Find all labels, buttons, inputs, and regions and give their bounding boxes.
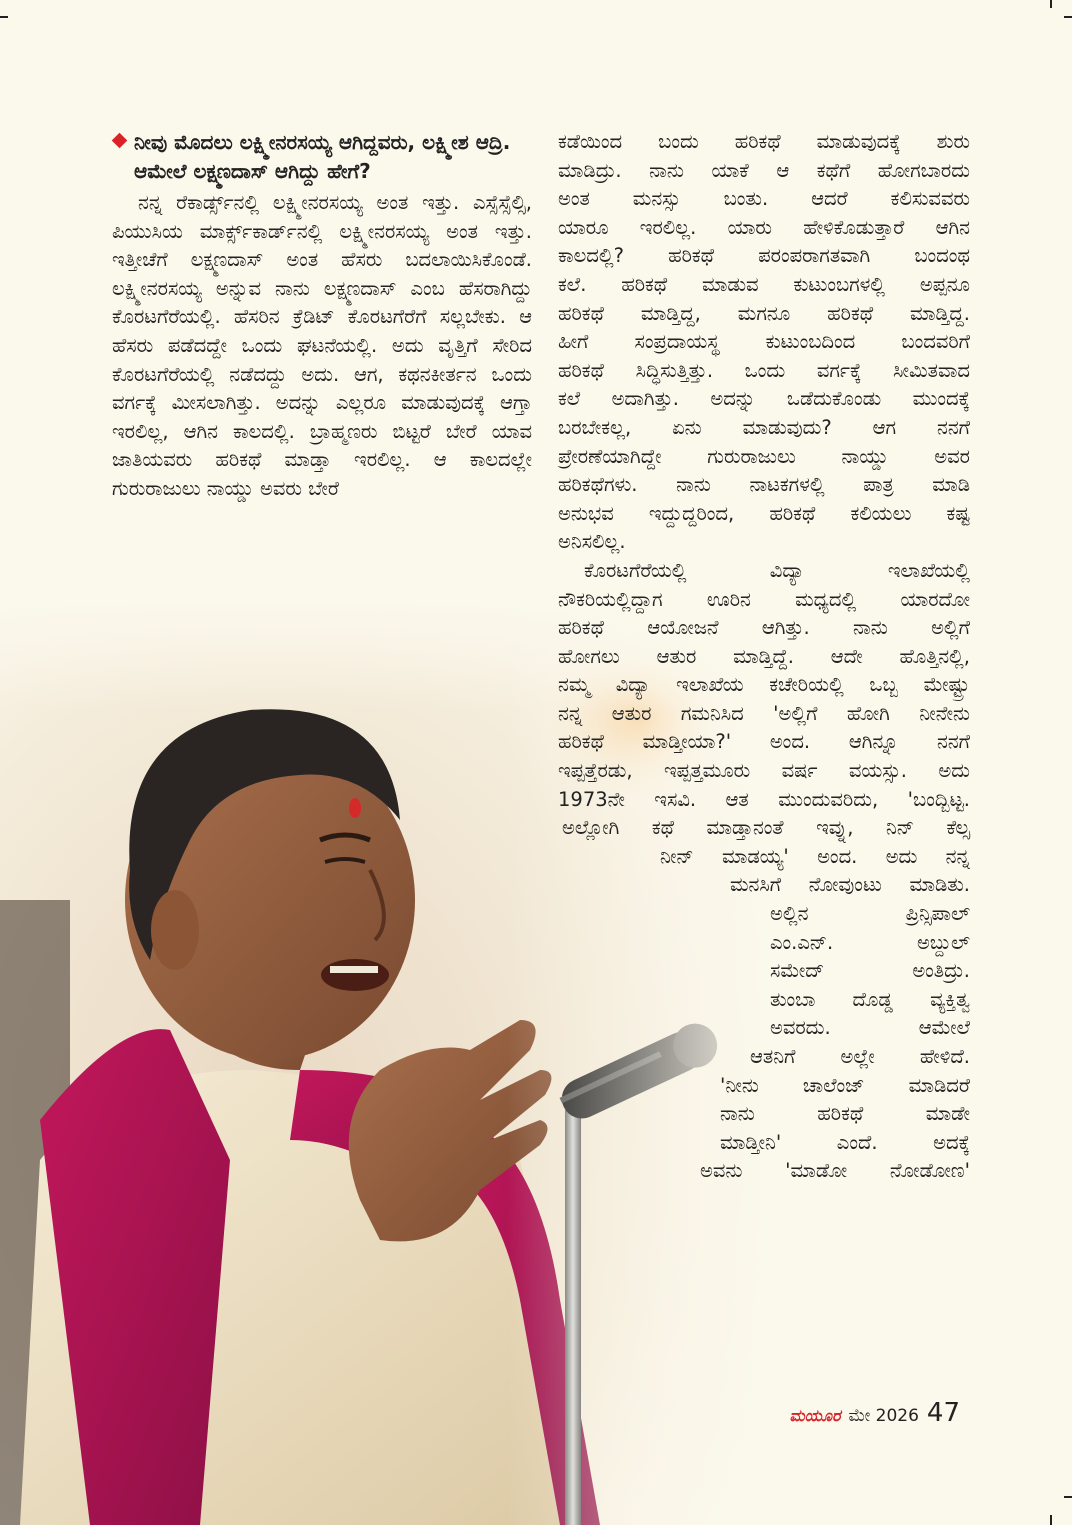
page-footer [789,1398,960,1428]
interview-question [112,128,532,186]
article-text-line: ಕಲೆ ಅದಾಗಿತ್ತು. ಅದನ್ನು ಒಡೆದುಕೊಂಡು ಮುಂದಕ್ಕೆ [558,387,970,411]
article-text-line: ಎಂ.ಎನ್. ಅಬ್ದುಲ್ [770,930,970,954]
question-text: ನೀವು ಮೊದಲು ಲಕ್ಷ್ಮೀನರಸಯ್ಯ ಆಗಿದ್ದವರು, ಲಕ್ಷ್ಮೀಶ ಆದ್ರಿ. ಆಮೇಲೆ ಲಕ್ಷ್ಮಣದಾಸ್ ಆಗಿದ್ದು ಹೇಗೆ? [134,130,511,183]
issue-date: ಮೇ 2026 [848,1406,919,1426]
article-text-line: ನೀನ್ ಮಾಡಯ್ಯ' ಅಂದ. ಅದು ನನ್ನ [660,844,970,868]
article-text-line: ಹರಿಕಥೆ ಆಯೋಜನೆ ಆಗಿತ್ತು. ನಾನು ಅಲ್ಲಿಗೆ [558,616,970,640]
article-text-line: ಇಪ್ಪತ್ತೆರಡು, ಇಪ್ಪತ್ತಮೂರು ವರ್ಷ ವಯಸ್ಸು. ಅದು [558,759,970,783]
crop-mark [1064,1496,1072,1498]
magazine-name: ಮಯೂರ [789,1406,841,1425]
article-text-line: ನಮ್ಮ ವಿದ್ಯಾ ಇಲಾಖೆಯ ಕಚೇರಿಯಲ್ಲಿ ಒಬ್ಬ ಮೇಷ್ಟ್ರು [558,673,970,697]
article-text-line: ಹರಿಕಥೆ ಮಾಡ್ತೀಯಾ?' ಅಂದ. ಆಗಿನ್ನೂ ನನಗೆ [558,730,970,754]
article-text-line: ಅಲ್ಲೋಗಿ ಕಥೆ ಮಾಡ್ತಾನಂತೆ ಇವ್ನು, ನಿನ್ ಕೆಲ್ಸ [562,816,970,840]
article-text-line: ಹರಿಕಥೆ ಮಾಡ್ತಿದ್ದ, ಮಗನೂ ಹರಿಕಥೆ ಮಾಡ್ತಿದ್ದ. [558,301,970,325]
bullet-diamond-icon [112,133,128,149]
article-text-line: ಹರಿಕಥೆ ಸಿದ್ಧಿಸುತ್ತಿತ್ತು. ಒಂದು ವರ್ಗಕ್ಕೆ ಸೀಮಿತವಾದ [558,358,970,382]
article-text-line: ಸಮೇದ್ ಅಂತಿದ್ರು. [770,959,970,983]
article-text-line: ನಾನು ಹರಿಕಥೆ ಮಾಡೇ [720,1102,970,1126]
crop-mark [1050,0,1052,8]
article-text-line: ಅಲ್ಲಿನ ಪ್ರಿನ್ಸಿಪಾಲ್ [770,902,970,926]
article-text-line: ಕಡೆಯಿಂದ ಬಂದು ಹರಿಕಥೆ ಮಾಡುವುದಕ್ಕೆ ಶುರು [558,130,970,153]
page-number: 47 [926,1398,960,1428]
article-text-line: ಅವನು 'ಮಾಡೋ ನೋಡೋಣ' [700,1159,970,1183]
article-text-line: 'ನೀನು ಚಾಲೆಂಜ್ ಮಾಡಿದರೆ [720,1073,970,1097]
article-text-line: ಕಾಲದಲ್ಲಿ? ಹರಿಕಥೆ ಪರಂಪರಾಗತವಾಗಿ ಬಂದಂಥ [558,244,970,268]
article-text-line: 1973ನೇ ಇಸವಿ. ಆತ ಮುಂದುವರಿದು, 'ಬಂದ್ಬಿಟ್ಟ. [558,787,970,811]
article-text-line: ಅನುಭವ ಇದ್ದುದ್ದರಿಂದ, ಹರಿಕಥೆ ಕಲಿಯಲು ಕಷ್ಟ [558,501,970,525]
article-text-line: ಮನಸಿಗೆ ನೋವುಂಟು ಮಾಡಿತು. [730,873,970,897]
article-text-line: ಅವರದು. ಆಮೇಲೆ [770,1016,970,1040]
crop-mark [1064,16,1072,18]
answer-paragraph: ನನ್ನ ರೆಕಾರ್ಡ್ಸ್‌ನಲ್ಲಿ ಲಕ್ಷ್ಮೀನರಸಯ್ಯ ಅಂತ ಇತ್ತು. ಎಸ್ಸೆಸ್ಸೆಲ್ಸಿ, ಪಿಯುಸಿಯ ಮಾರ್ಕ್ಸ್‌ಕಾರ್ಡ್‌ನಲ್ಲಿ ಲಕ್ಷ್ಮೀನರಸಯ್ಯ ಅಂತ ಇತ್ತು. ಇತ್ತೀಚೆಗೆ ಲಕ್ಷ್ಮಣದಾಸ್ ಅಂತ ಹೆಸರು ಬದಲಾಯಿಸಿಕೊಂಡೆ. ಲಕ್ಷ್ಮೀನರಸಯ್ಯ ಅನ್ನುವ ನಾನು ಲಕ್ಷ್ಮಣದಾಸ್ ಎಂಬ ಹೆಸರಾಗಿದ್ದು ಕೊರಟಗೆರೆಯಲ್ಲಿ. ಹೆಸರಿನ ಕ್ರೆಡಿಟ್ ಕೊರಟಗೆರೆಗೆ ಸಲ್ಲಬೇಕು. ಆ ಹೆಸರು ಪಡೆದದ್ದೇ ಒಂದು ಘಟನೆಯಲ್ಲಿ. ಅದು ವೃತ್ತಿಗೆ ಸೇರಿದ ಕೊರಟಗೆರೆಯಲ್ಲಿ ನಡೆದದ್ದು ಅದು. ಆಗ, ಕಥನಕೀರ್ತನ ಒಂದು ವರ್ಗಕ್ಕೆ ಮೀಸಲಾಗಿತ್ತು. ಅದನ್ನು ಎಲ್ಲರೂ ಮಾಡುವುದಕ್ಕೆ ಆಗ್ತಾ ಇರಲಿಲ್ಲ, ಆಗಿನ ಕಾಲದಲ್ಲಿ. ಬ್ರಾಹ್ಮಣರು ಬಿಟ್ಟರೆ ಬೇರೆ ಯಾವ ಜಾತಿಯವರು ಹರಿಕಥೆ ಮಾಡ್ತಾ ಇರಲಿಲ್ಲ. ಆ ಕಾಲದಲ್ಲೇ ಗುರುರಾಜುಲು ನಾಯ್ಡು ಅವರು ಬೇರೆ [112,191,532,500]
article-text-line: ಬರಬೇಕಲ್ಲ, ಏನು ಮಾಡುವುದು? ಆಗ ನನಗೆ [558,415,970,439]
article-text-line: ಅನಿಸಲಿಲ್ಲ. [558,530,626,554]
crop-mark [0,16,8,18]
article-text-line: ಕಲೆ. ಹರಿಕಥೆ ಮಾಡುವ ಕುಟುಂಬಗಳಲ್ಲಿ ಅಪ್ಪನೂ [558,272,970,296]
article-text-line: ಹೋಗಲು ಆತುರ ಮಾಡ್ತಿದ್ದೆ. ಆದೇ ಹೊತ್ತಿನಲ್ಲಿ, [558,644,970,668]
article-text-line: ಯಾರೂ ಇರಲಿಲ್ಲ. ಯಾರು ಹೇಳಿಕೊಡುತ್ತಾರೆ ಆಗಿನ [558,215,970,239]
article-text-line: ಮಾಡಿದ್ರು. ನಾನು ಯಾಕೆ ಆ ಕಥೆಗೆ ಹೋಗಬಾರದು [558,158,970,182]
article-left-column [112,128,532,504]
article-text-line: ನೌಕರಿಯಲ್ಲಿದ್ದಾಗ ಊರಿನ ಮಧ್ಯದಲ್ಲಿ ಯಾರದೋ [558,587,970,611]
article-text-line: ಹೀಗೆ ಸಂಪ್ರದಾಯಸ್ಥ ಕುಟುಂಬದಿಂದ ಬಂದವರಿಗೆ [558,330,970,354]
article-text-line: ಮಾಡ್ತೀನಿ' ಎಂದೆ. ಅದಕ್ಕೆ [720,1130,970,1154]
article-text-line: ಅಂತ ಮನಸ್ಸು ಬಂತು. ಆದರೆ ಕಲಿಸುವವರು [558,187,970,211]
article-text-line: ಆತನಿಗೆ ಅಲ್ಲೇ ಹೇಳಿದೆ. [750,1045,970,1068]
crop-mark [1050,1515,1052,1525]
article-right-column [558,128,970,1186]
article-text-line: ಪ್ರೇರಣೆಯಾಗಿದ್ದೇ ಗುರುರಾಜುಲು ನಾಯ್ಡು ಅವರ [558,444,970,468]
article-text-line: ಕೊರಟಗೆರೆಯಲ್ಲಿ ವಿದ್ಯಾ ಇಲಾಖೆಯಲ್ಲಿ [584,558,970,582]
article-text-line: ನನ್ನ ಆತುರ ಗಮನಿಸಿದ 'ಅಲ್ಲಿಗೆ ಹೋಗಿ ನೀನೇನು [558,701,970,725]
article-text-line: ಹರಿಕಥೆಗಳು. ನಾನು ನಾಟಕಗಳಲ್ಲಿ ಪಾತ್ರ ಮಾಡಿ [558,473,970,497]
article-text-line: ತುಂಬಾ ದೊಡ್ಡ ವ್ಯಕ್ತಿತ್ವ [770,987,970,1011]
